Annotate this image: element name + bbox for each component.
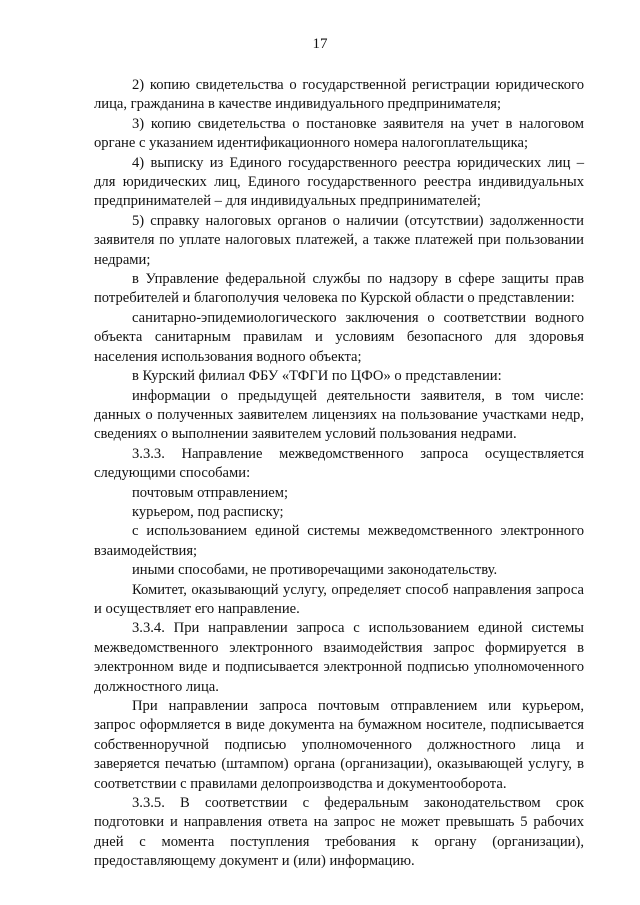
paragraph-3-3-4: 3.3.4. При направлении запроса с использованием единой системы межведомственного электронного взаимодействия запрос формируется в электронном виде и подписывается электронной подписью уполномоченного должностного лица. xyxy=(94,620,584,695)
paragraph-method-other: иными способами, не противоречащими законодательству. xyxy=(132,562,498,579)
paragraph-paper-request: При направлении запроса почтовым отправлением или курьером, запрос оформляется в виде документа на бумажном носителе, подписывается собственноручной подписью уполномоченного должностного лица и заверяется печатью (штампом) органа (организации), оказывающей услугу, в соответствии с правилами делопроизводства и документооборота. xyxy=(94,698,584,792)
paragraph-item-3: 3) копию свидетельства о постановке заявителя на учет в налоговом органе с указанием идентификационного номера налогоплательщика; xyxy=(94,115,584,152)
paragraph-3-3-5: 3.3.5. В соответствии с федеральным законодательством срок подготовки и направления ответа на запрос не может превышать 5 рабочих дней с момента поступления требования к органу (организации), предоставляющему документ и (или) информацию. xyxy=(94,795,584,870)
page-number: 17 xyxy=(312,36,328,52)
paragraph-item-4: 4) выписку из Единого государственного реестра юридических лиц – для юридических лиц, Единого государственного реестра индивидуальных предпринимателей – для индивидуальных предпринимателей; xyxy=(94,154,584,210)
paragraph-committee: Комитет, оказывающий услугу, определяет способ направления запроса и осуществляет его направление. xyxy=(94,581,584,617)
paragraph-item-2: 2) копию свидетельства о государственной регистрации юридического лица, гражданина в качестве индивидуального предпринимателя; xyxy=(94,77,584,113)
paragraph-kursk-branch: в Курский филиал ФБУ «ТФГИ по ЦФО» о представлении: xyxy=(132,368,502,385)
paragraph-3-3-3: 3.3.3. Направление межведомственного запроса осуществляется следующими способами: xyxy=(94,445,584,482)
paragraph-previous-activity: информации о предыдущей деятельности заявителя, в том числе: данных о полученных заявителем лицензиях на пользование участками недр, сведениях о выполнении заявителем условий пользования недрами. xyxy=(94,387,584,443)
paragraph-method-post: почтовым отправлением; xyxy=(132,484,289,501)
paragraph-method-courier: курьером, под расписку; xyxy=(132,503,284,520)
paragraph-method-electronic: с использованием единой системы межведомственного электронного взаимодействия; xyxy=(94,523,584,559)
paragraph-item-5: 5) справку налоговых органов о наличии (отсутствии) задолженности заявителя по уплате налоговых платежей, а также платежей при пользовании недрами; xyxy=(94,212,584,268)
paragraph-sanitary-conclusion: санитарно-эпидемиологического заключения о соответствии водного объекта санитарным правилам и условиям безопасного для здоровья населения использования водного объекта; xyxy=(94,309,584,365)
paragraph-rospotrebnadzor: в Управление федеральной службы по надзору в сфере защиты прав потребителей и благополучия человека по Курской области о представлении: xyxy=(94,271,584,307)
document-body xyxy=(94,76,584,872)
